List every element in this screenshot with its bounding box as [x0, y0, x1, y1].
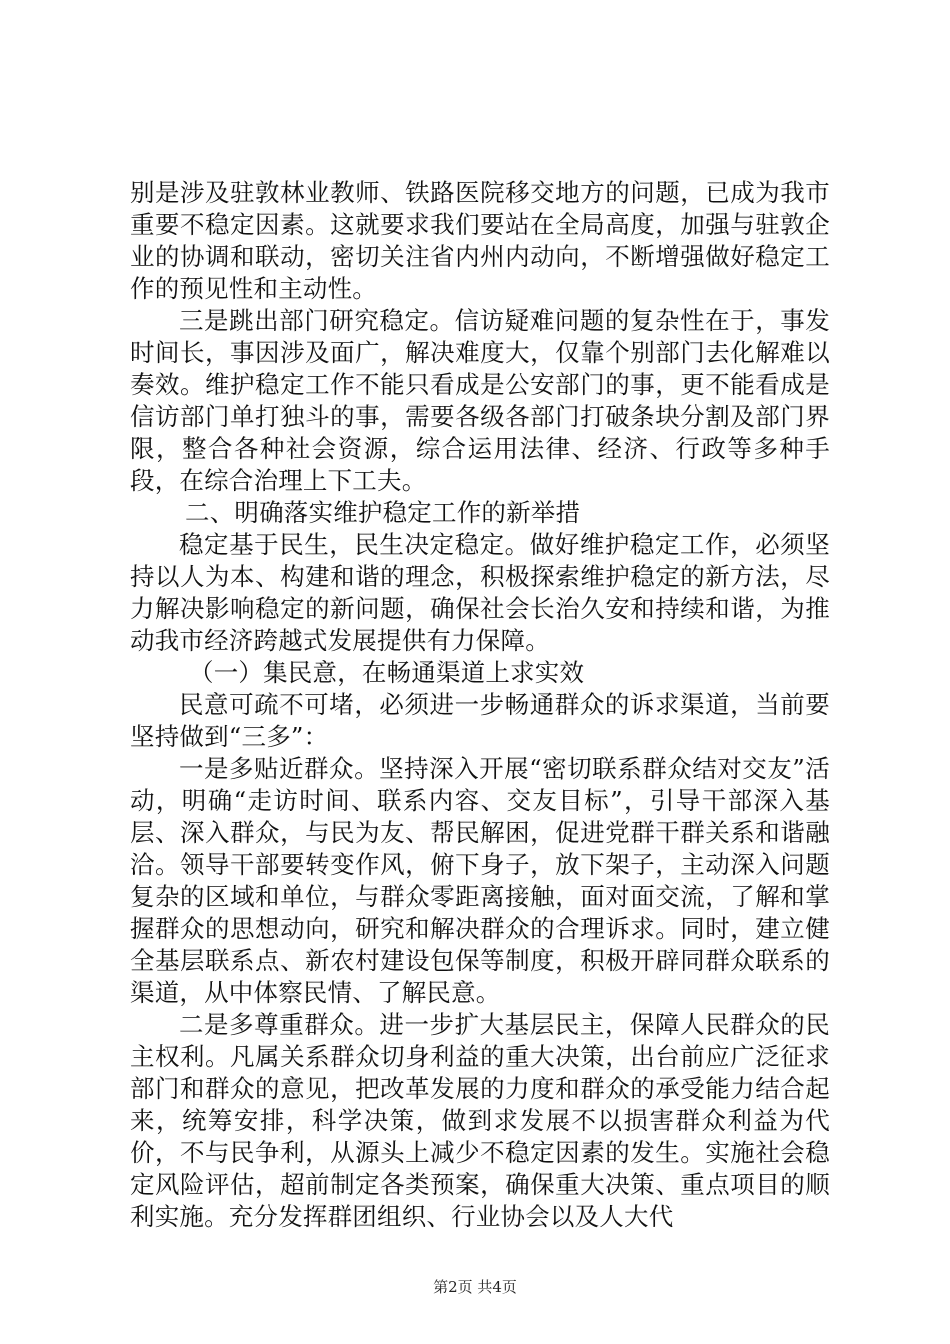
paragraph-intro: 稳定基于民生，民生决定稳定。做好维护稳定工作，必须坚持以人为本、构建和谐的理念，积极探索维护稳定的新方法，尽力解决影响稳定的新问题，确保社会长治久安和持续和谐，为推动我市经济跨越式发展提供有力保障。	[130, 530, 830, 655]
document-body	[130, 177, 830, 1233]
paragraph-point-one: 一是多贴近群众。坚持深入开展“密切联系群众结对交友”活动，明确“走访时间、联系内容、交友目标”，引导干部深入基层、深入群众，与民为友、帮民解困，促进党群干群关系和谐融洽。领导干部要转变作风，俯下身子，放下架子，主动深入问题复杂的区域和单位，与群众零距离接触，面对面交流，了解和掌握群众的思想动向，研究和解决群众的合理诉求。同时，建立健全基层联系点、新农村建设包保等制度，积极开辟同群众联系的渠道，从中体察民情、了解民意。	[130, 754, 830, 1007]
paragraph-three-more: 民意可疏不可堵，必须进一步畅通群众的诉求渠道，当前要坚持做到“三多”：	[130, 690, 830, 751]
paragraph-point-three: 三是跳出部门研究稳定。信访疑难问题的复杂性在于，事发时间长，事因涉及面广，解决难度大，仅靠个别部门去化解难以奏效。维护稳定工作不能只看成是公安部门的事，更不能看成是信访部门单打独斗的事，需要各级各部门打破条块分割及部门界限，整合各种社会资源，综合运用法律、经济、行政等多种手段，在综合治理上下工夫。	[130, 306, 830, 495]
subheading-one: （一）集民意，在畅通渠道上求实效	[189, 658, 585, 687]
paragraph-point-two: 二是多尊重群众。进一步扩大基层民主，保障人民群众的民主权利。凡属关系群众切身利益的重大决策，出台前应广泛征求部门和群众的意见，把改革发展的力度和群众的承受能力结合起来，统筹安排，科学决策，做到求发展不以损害群众利益为代价，不与民争利，从源头上减少不稳定因素的发生。实施社会稳定风险评估，超前制定各类预案，确保重大决策、重点项目的顺利实施。充分发挥群团组织、行业协会以及人大代	[130, 1010, 830, 1231]
paragraph-continuation: 别是涉及驻敦林业教师、铁路医院移交地方的问题，已成为我市重要不稳定因素。这就要求我们要站在全局高度，加强与驻敦企业的协调和联动，密切关注省内州内动向，不断增强做好稳定工作的预见性和主动性。	[130, 178, 830, 303]
section-heading-two: 二、明确落实维护稳定工作的新举措	[185, 498, 581, 527]
page-number-footer: 第2页 共4页	[433, 1278, 517, 1296]
